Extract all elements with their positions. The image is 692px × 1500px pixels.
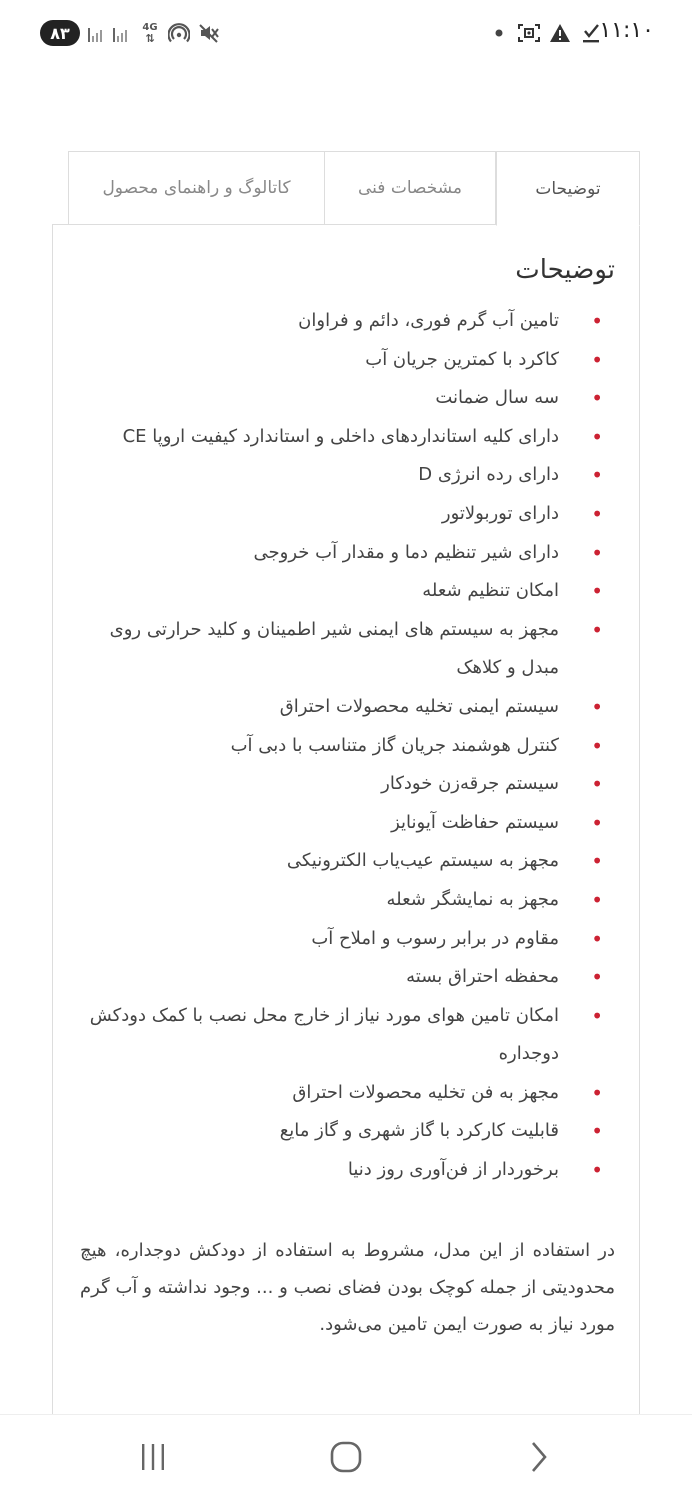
feature-text: تامین آب گرم فوری، دائم و فراوان (298, 310, 559, 331)
4g-data-icon: 4G ⇅ (142, 22, 158, 45)
bullet-icon: • (591, 772, 603, 797)
section-heading: توضیحات (515, 255, 615, 285)
bullet-icon: • (591, 926, 603, 951)
list-item (80, 456, 615, 495)
bullet-icon: • (591, 1080, 603, 1105)
dot-icon (494, 18, 504, 48)
bullet-icon: • (591, 733, 603, 758)
description-content (80, 250, 615, 1343)
list-item (80, 379, 615, 418)
feature-text: کنترل هوشمند جریان گاز متناسب با دبی آب (230, 734, 559, 756)
bullet-icon: • (591, 579, 603, 604)
battery-level: ۸۳ (50, 23, 70, 43)
tab-catalog[interactable] (68, 151, 325, 225)
bullet-icon: • (591, 810, 603, 835)
list-item (80, 958, 615, 997)
list-item (80, 341, 615, 380)
network-type-label: 4G (142, 22, 158, 33)
clock: ۱۱:۱۰ (599, 18, 654, 43)
tab-label: مشخصات فنی (358, 178, 463, 198)
bullet-icon: • (591, 849, 603, 874)
list-item (80, 881, 615, 920)
list-item (80, 920, 615, 959)
list-item (80, 302, 615, 341)
list-item (80, 997, 615, 1074)
list-item (80, 688, 615, 727)
list-item (80, 804, 615, 843)
warning-icon (547, 18, 573, 48)
feature-text: دارای کلیه استانداردهای داخلی و استاندارد کیفیت اروپا CE (122, 425, 559, 447)
feature-text: دارای رده انرژی D (418, 464, 559, 486)
bullet-icon: • (591, 694, 603, 719)
feature-text: دارای شیر تنظیم دما و مقدار آب خروجی (253, 541, 559, 563)
bullet-icon: • (591, 347, 603, 372)
feature-text: محفظه احتراق بسته (406, 966, 559, 988)
list-item (80, 1151, 615, 1190)
feature-text: قابلیت کارکرد با گاز شهری و گاز مایع (279, 1120, 559, 1142)
bullet-icon: • (591, 1003, 603, 1028)
feature-text: سه سال ضمانت (435, 387, 559, 409)
bullet-icon: • (591, 424, 603, 449)
feature-text: کاکرد با کمترین جریان آب (365, 348, 559, 370)
bullet-icon: • (591, 540, 603, 565)
bullet-icon: • (591, 965, 603, 990)
feature-text: دارای توربولاتور (441, 502, 559, 524)
list-item (80, 727, 615, 766)
screenshot-icon (515, 18, 543, 48)
list-item (80, 1112, 615, 1151)
feature-text: سیستم حفاظت آیونایز (391, 811, 559, 833)
list-item (80, 418, 615, 457)
tab-description[interactable] (496, 151, 640, 226)
mute-icon (196, 18, 222, 48)
list-item (80, 495, 615, 534)
home-icon[interactable] (321, 1437, 371, 1477)
feature-text: امکان تنظیم شعله (422, 580, 559, 602)
feature-text: سیستم ایمنی تخلیه محصولات احتراق (279, 695, 559, 717)
list-item (80, 611, 615, 688)
list-item (80, 765, 615, 804)
features-list (80, 302, 615, 1190)
feature-text: امکان تامین هوای مورد نیاز از خارج محل نصب با کمک دودکش دوجداره (89, 1004, 559, 1065)
list-item (80, 1074, 615, 1113)
bullet-icon: • (591, 386, 603, 411)
battery-icon (40, 20, 80, 46)
tab-label: کاتالوگ و راهنمای محصول (102, 178, 291, 198)
bullet-icon: • (591, 463, 603, 488)
feature-text: مجهز به سیستم های ایمنی شیر اطمینان و کلید حرارتی روی مبدل و کلاهک (109, 618, 559, 679)
feature-text: مجهز به فن تخلیه محصولات احتراق (292, 1081, 559, 1103)
bullet-icon: • (591, 887, 603, 912)
bullet-icon: • (591, 501, 603, 526)
feature-text: مجهز به سیستم عیب‌یاب الکترونیکی (286, 850, 559, 872)
tab-technical-specs[interactable] (324, 151, 496, 225)
product-tabs (68, 151, 640, 225)
tab-label: توضیحات (535, 178, 601, 199)
bullet-icon: • (591, 617, 603, 642)
signal-icon (88, 18, 102, 48)
signal-icon (113, 18, 127, 48)
bullet-icon: • (591, 1119, 603, 1144)
recent-apps-icon[interactable] (128, 1437, 178, 1477)
status-bar (0, 0, 692, 66)
hotspot-icon (166, 18, 192, 48)
bullet-icon: • (591, 1158, 603, 1183)
feature-text: مقاوم در برابر رسوب و املاح آب (311, 927, 559, 949)
bullet-icon: • (591, 309, 603, 333)
feature-text: سیستم جرقه‌زن خودکار (381, 773, 559, 795)
navigation-bar (0, 1414, 692, 1500)
feature-text: برخوردار از فن‌آوری روز دنیا (347, 1159, 559, 1181)
description-paragraph: در استفاده از این مدل، مشروط به استفاده از دودکش دوجداره، هیچ محدودیتی از جمله کوچک بودن فضای نصب و ... وجود نداشته و آب گرم مورد نیاز به صورت ایمن تامین می‌شود. (80, 1239, 615, 1335)
back-icon[interactable] (514, 1437, 564, 1477)
feature-text: مجهز به نمایشگر شعله (386, 888, 559, 910)
list-item (80, 572, 615, 611)
list-item (80, 534, 615, 573)
list-item (80, 842, 615, 881)
